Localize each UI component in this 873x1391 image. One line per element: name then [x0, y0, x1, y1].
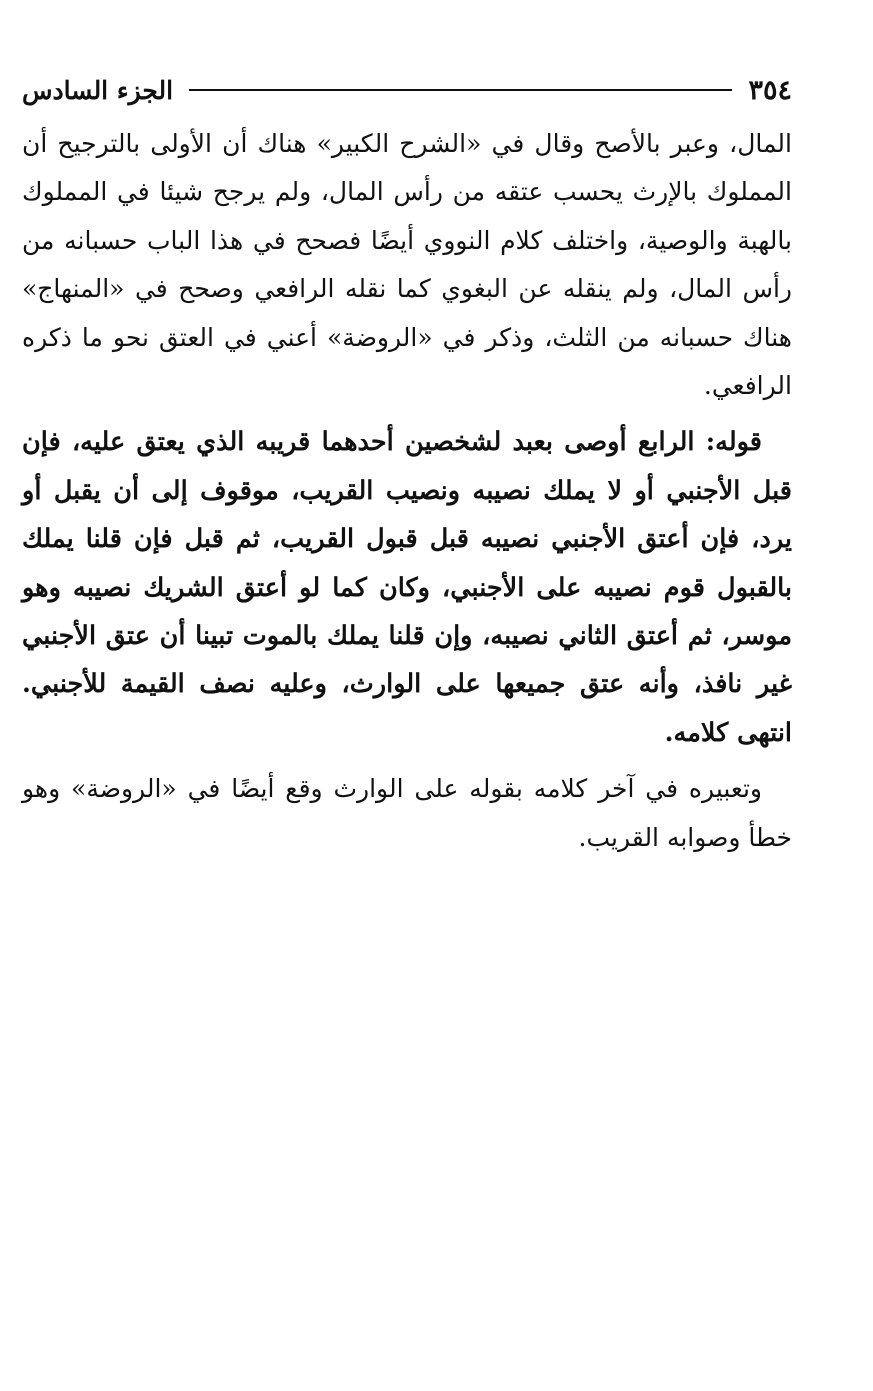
book-page	[22, 66, 792, 862]
paragraph-quoted-text: قوله: الرابع أوصى بعبد لشخصين أحدهما قريبه الذي يعتق عليه، فإن قبل الأجنبي أو لا يملك نصيبه ونصيب القريب، موقوف إلى أن يقبل أو يرد، فإن أعتق الأجنبي نصيبه قبل قبول القريب، ثم قبل فإن قلنا يملك بالقبول قوم نصيبه على الأجنبي، وكان كما لو أعتق الشريك نصيبه وهو موسر، ثم أعتق الثاني نصيبه، وإن قلنا يملك بالموت تبينا أن عتق الأجنبي غير نافذ، وأنه عتق جميعها على الوارث، وعليه نصف القيمة للأجنبي. انتهى كلامه.	[22, 427, 792, 748]
body-text	[22, 120, 792, 862]
part-title: الجزء السادس	[22, 75, 174, 105]
page-number: ٣٥٤	[748, 74, 792, 106]
paragraph-gap	[22, 410, 792, 418]
header-rule	[189, 89, 732, 91]
paragraph-gap	[22, 757, 792, 765]
paragraph-remark: وتعبيره في آخر كلامه بقوله على الوارث وقع أيضًا في «الروضة» وهو خطأ وصوابه القريب.	[22, 774, 792, 852]
running-header	[22, 66, 792, 114]
paragraph-commentary: المال، وعبر بالأصح وقال في «الشرح الكبير» هناك أن الأولى بالترجيح أن المملوك بالإرث يحسب عتقه من رأس المال، ولم يرجح شيئا في المملوك بالهبة والوصية، واختلف كلام النووي أيضًا فصحح في هذا الباب حسبانه من رأس المال، ولم ينقله عن البغوي كما نقله الرافعي وصحح في «المنهاج» هناك حسبانه من الثلث، وذكر في «الروضة» أعني في العتق نحو ما ذكره الرافعي.	[22, 129, 792, 401]
